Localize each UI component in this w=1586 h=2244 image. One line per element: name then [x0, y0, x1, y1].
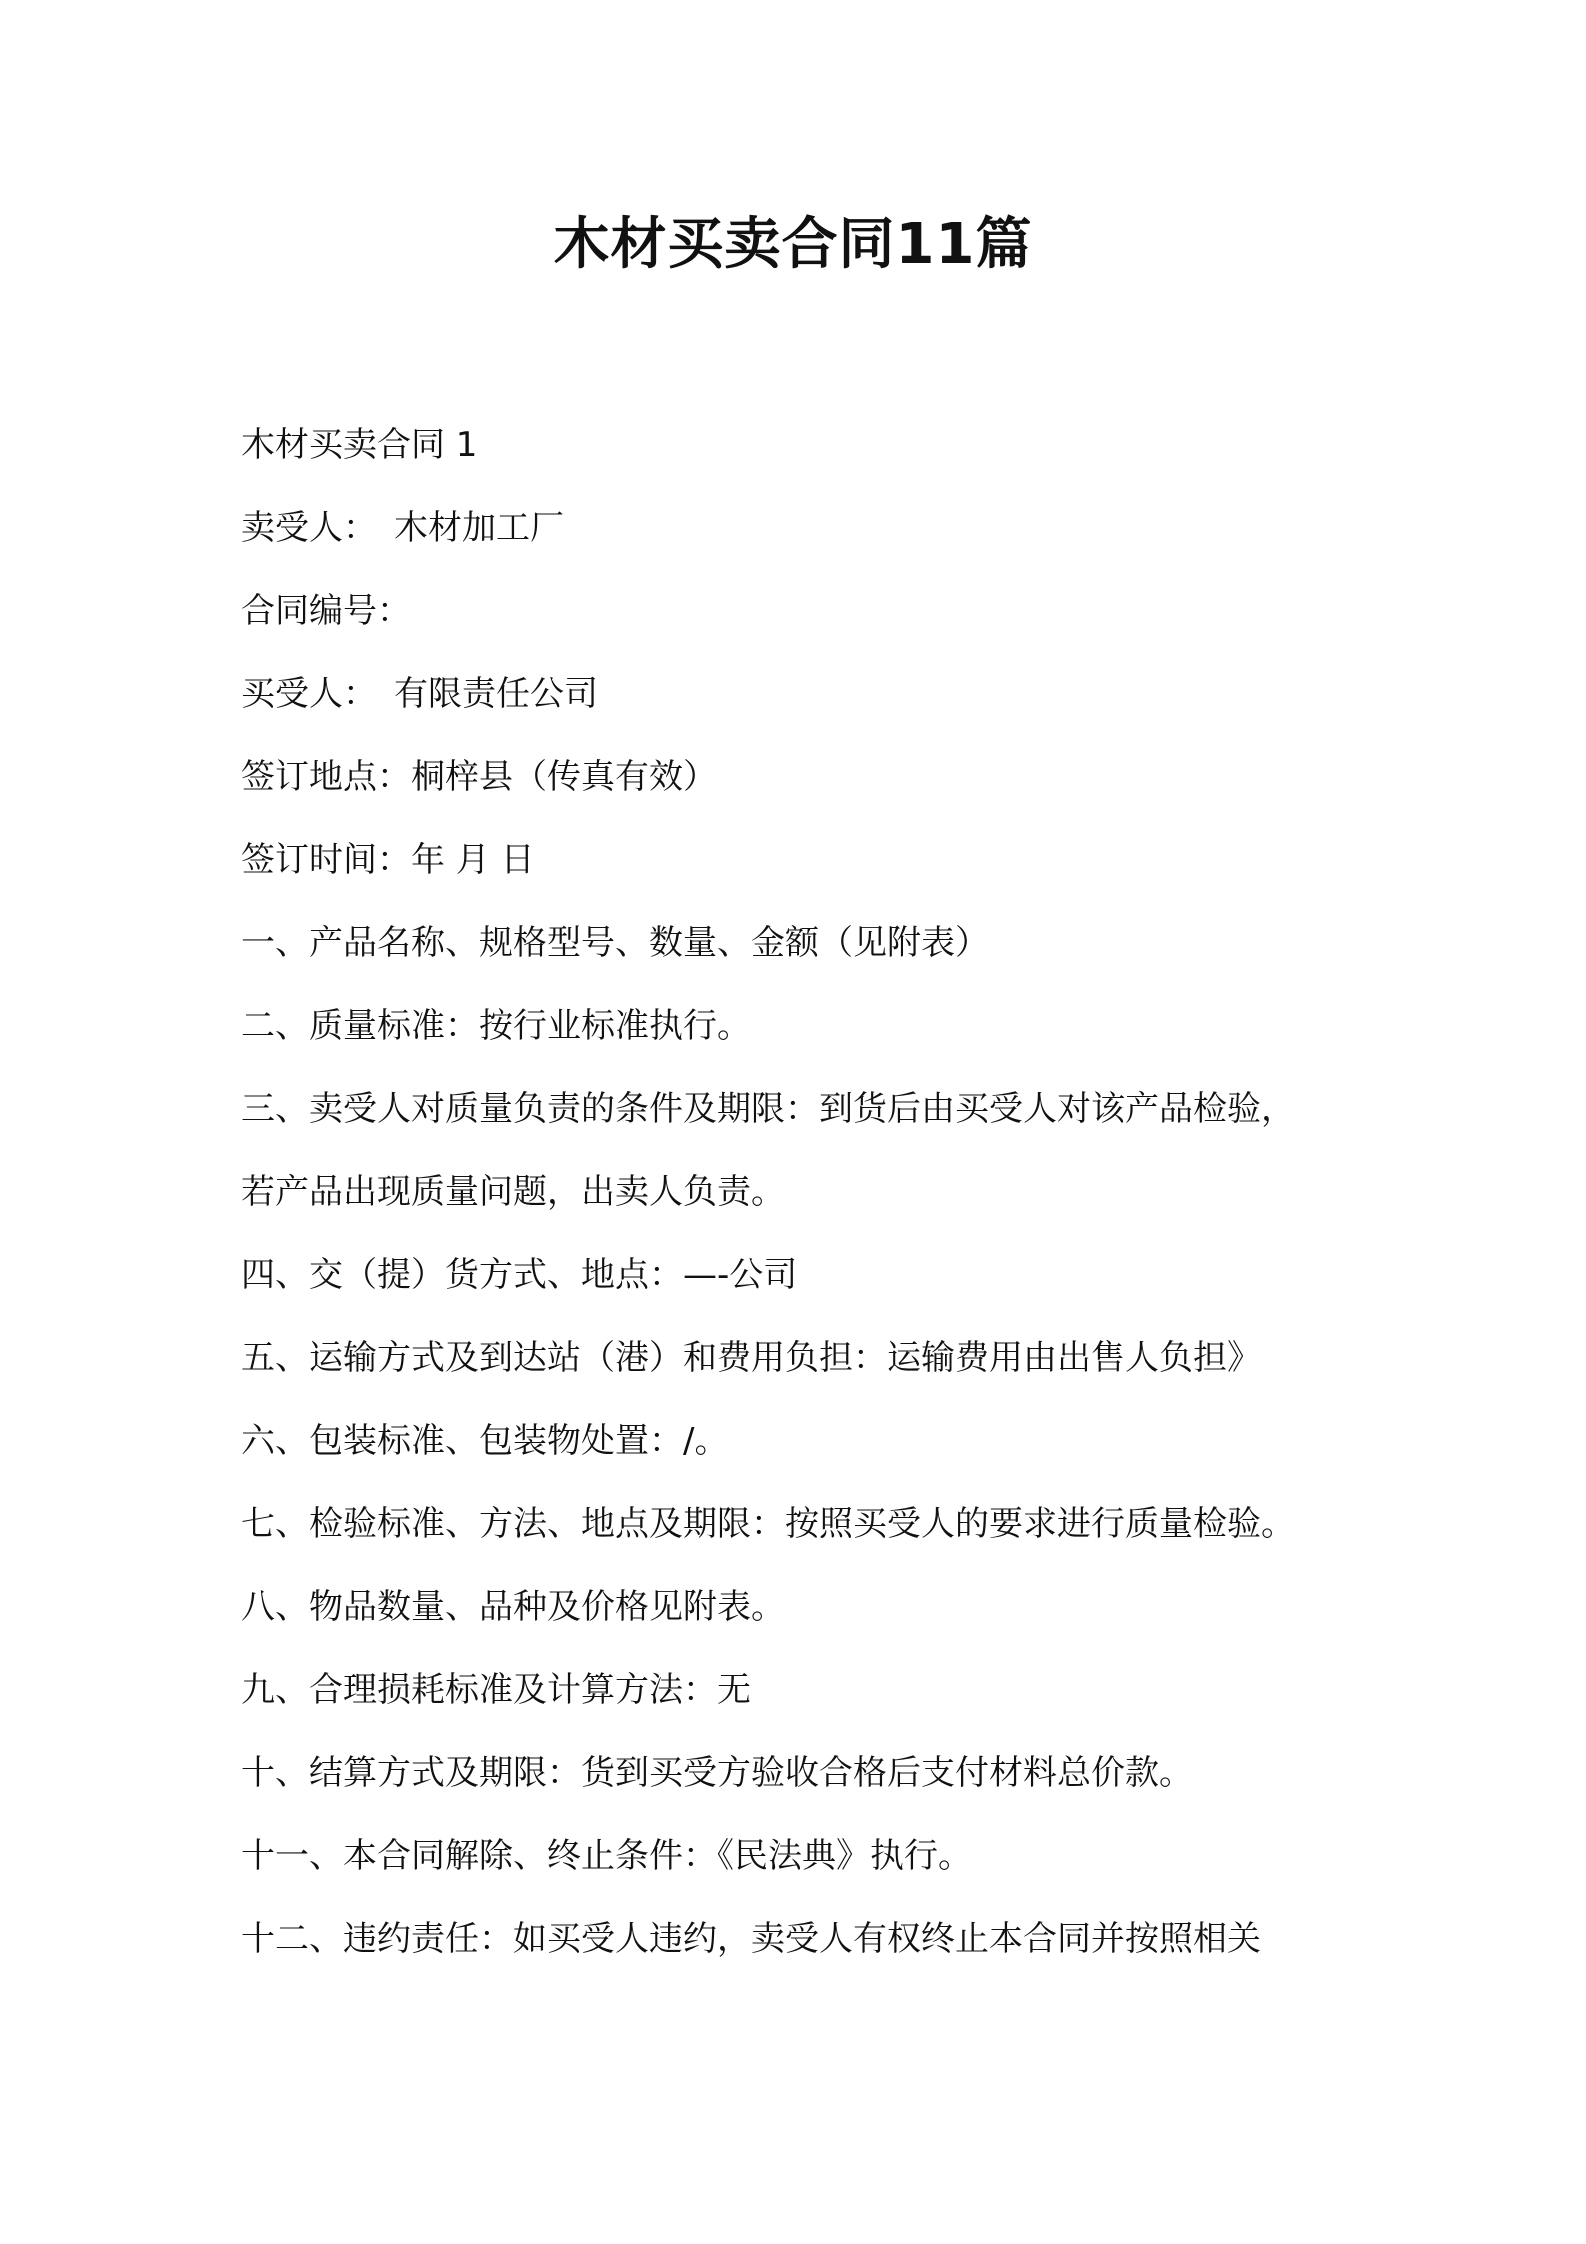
clause-3: 三、卖受人对质量负责的条件及期限：到货后由买受人对该产品检验，	[241, 1089, 1295, 1129]
clause-10: 十、结算方式及期限：货到买受方验收合格后支付材料总价款。	[241, 1753, 1193, 1793]
contract-subtitle: 木材买卖合同 1	[241, 425, 478, 465]
clause-3-continued: 若产品出现质量问题，出卖人负责。	[241, 1172, 785, 1212]
clause-5: 五、运输方式及到达站（港）和费用负担：运输费用由出售人负担》	[241, 1338, 1261, 1378]
buyer-line: 买受人： 有限责任公司	[241, 674, 598, 714]
signing-time-line: 签订时间：年 月 日	[241, 840, 535, 880]
clause-6: 六、包装标准、包装物处置：/。	[241, 1421, 729, 1461]
document-title: 木材买卖合同11篇	[553, 212, 1033, 277]
clause-1: 一、产品名称、规格型号、数量、金额（见附表）	[241, 923, 989, 963]
clause-11: 十一、本合同解除、终止条件：《民法典》执行。	[241, 1836, 972, 1876]
signing-place-line: 签订地点：桐梓县（传真有效）	[241, 757, 717, 797]
seller-line: 卖受人： 木材加工厂	[241, 508, 564, 548]
clause-2: 二、质量标准：按行业标准执行。	[241, 1006, 751, 1046]
clause-12: 十二、违约责任：如买受人违约，卖受人有权终止本合同并按照相关	[241, 1919, 1261, 1959]
clause-8: 八、物品数量、品种及价格见附表。	[241, 1587, 785, 1627]
clause-9: 九、合理损耗标准及计算方法：无	[241, 1670, 751, 1710]
document-body	[241, 404, 1361, 1981]
contract-number-line: 合同编号：	[241, 591, 411, 631]
clause-7: 七、检验标准、方法、地点及期限：按照买受人的要求进行质量检验。	[241, 1504, 1295, 1544]
clause-4: 四、交（提）货方式、地点：—-公司	[241, 1255, 798, 1295]
